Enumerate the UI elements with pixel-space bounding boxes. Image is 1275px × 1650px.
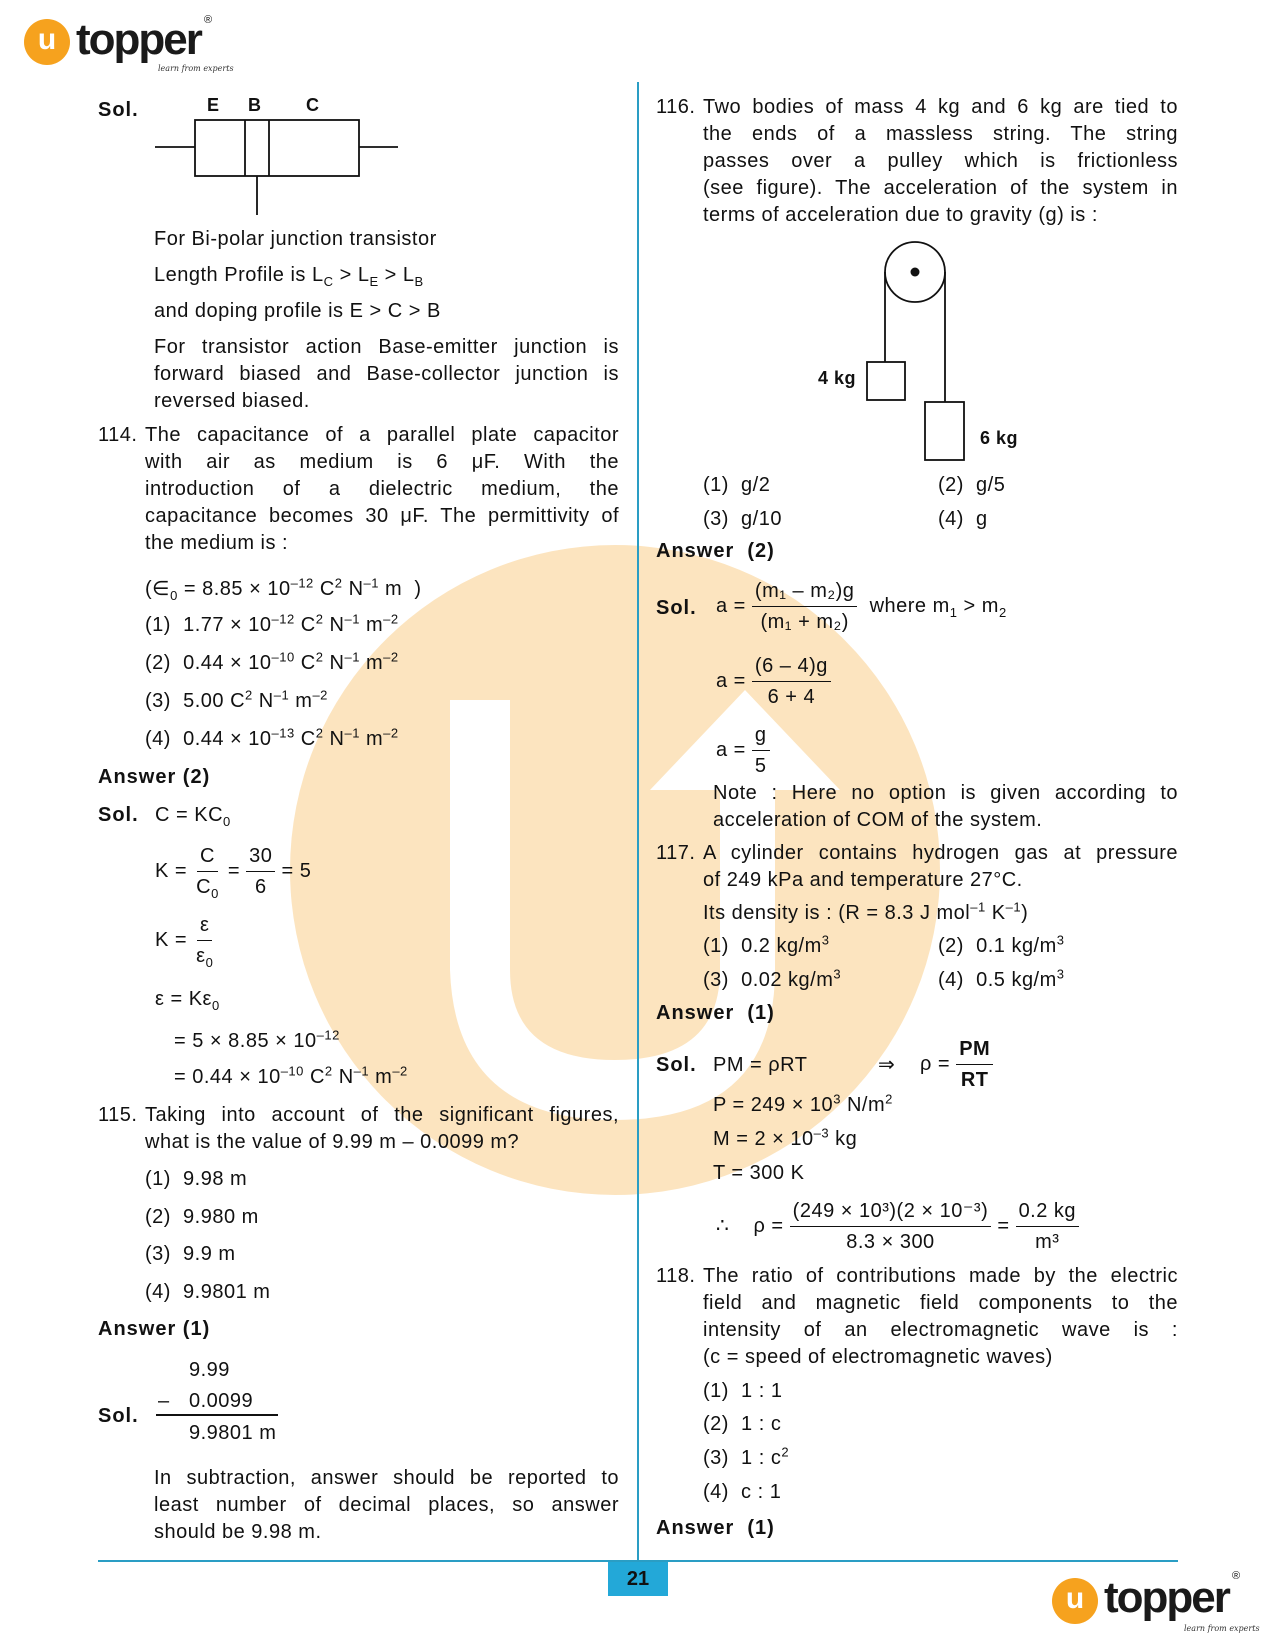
q117-t-line: T = 300 K (713, 1162, 805, 1184)
opt3-text: (3) 1 : c (703, 1447, 782, 1469)
q117-answer: Answer (1) (656, 1002, 775, 1024)
opt-mant: 5.00 (183, 690, 225, 712)
q114-sol-eq4 (155, 986, 220, 1012)
frac-num: ε (197, 912, 212, 941)
mass-4kg-label: 4 kg (818, 368, 857, 388)
q116-option-3: (3) g/10 (703, 508, 782, 530)
eq6-text: = 0.44 × 10 (174, 1066, 281, 1088)
eq3-lhs: a = (716, 738, 746, 761)
unit-n: N (252, 690, 274, 712)
frac-den: 5 (754, 755, 767, 777)
q116-line-1: Two bodies of mass 4 kg and 6 kg are tied to (703, 96, 1178, 118)
frac-den: 6 + 4 (767, 686, 816, 708)
eq6-n-exp: –1 (353, 1063, 370, 1079)
q117-option-3 (703, 967, 841, 993)
frac-num: (249 × 10³)(2 × 10⁻³) (790, 1198, 992, 1227)
q118-line-2: field and magnetic field components to the (703, 1292, 1178, 1314)
given-n-exp: –1 (363, 575, 379, 591)
eq6-exp: –10 (280, 1063, 304, 1079)
unit-m-exp: –2 (383, 725, 399, 741)
q118-option-3 (703, 1445, 789, 1471)
q115-answer: Answer (1) (98, 1318, 211, 1340)
given-close: ) (414, 578, 422, 600)
q117-line-1: A cylinder contains hydrogen gas at pressure (703, 842, 1178, 864)
q117-eq1-lhs: PM = ρRT (713, 1054, 808, 1076)
q116-sol-label: Sol. (656, 597, 697, 619)
fraction-c-over-c0 (193, 843, 222, 900)
q116-line-5: terms of acceleration due to gravity (g) is : (703, 204, 1098, 226)
length-sub-c: C (323, 274, 334, 289)
gt-2: > (384, 264, 397, 286)
unit-n-exp: –1 (344, 725, 360, 741)
q115-option-2: (2) 9.980 m (145, 1206, 259, 1228)
p-unit: N/m (840, 1094, 886, 1116)
opt-num: (4) (938, 969, 964, 991)
p-text: P = 249 × 10 (713, 1094, 834, 1116)
opt-exp: 3 (833, 966, 842, 982)
opt-num: (3) (703, 969, 729, 991)
opt-exp: 3 (1056, 966, 1065, 982)
opt-mant: 0.44 × 10 (183, 728, 272, 750)
fraction-pm-over-rt (956, 1036, 993, 1093)
q115-line-1: Taking into account of the significant figures, (145, 1104, 619, 1126)
frac-den-sub: 0 (211, 886, 219, 901)
density-exp2: –1 (1005, 899, 1022, 915)
q115-option-1: (1) 9.98 m (145, 1168, 248, 1190)
q116-number: 116. (656, 96, 696, 118)
q118-line-4: (c = speed of electromagnetic waves) (703, 1346, 1053, 1368)
q116-option-2: (2) g/5 (938, 474, 1006, 496)
opt3-exp: 2 (781, 1444, 790, 1460)
q115-explain-3: should be 9.98 m. (154, 1521, 322, 1543)
unit-m-exp: –2 (312, 687, 328, 703)
unit-n: N (323, 728, 345, 750)
opt-num: (1) (145, 614, 171, 636)
logo-circle-icon: u (24, 19, 70, 65)
frac-den: (m₁ + m₂) (760, 611, 849, 633)
frac-num: (m₁ – m₂)g (752, 578, 858, 607)
unit-c-exp: 2 (315, 725, 324, 741)
q114-sol-eq1 (155, 802, 231, 828)
eq6-c: C (303, 1066, 325, 1088)
eq6-m: m (369, 1066, 393, 1088)
q117-m-line (713, 1126, 857, 1152)
fraction-density-result (1016, 1198, 1079, 1255)
q118-option-2: (2) 1 : c (703, 1413, 782, 1435)
q117-line-2: of 249 kPa and temperature 27°C. (703, 869, 1023, 891)
q114-option-2 (145, 650, 399, 676)
opt-val: 0.1 kg/m (976, 935, 1057, 957)
q116-line-3: passes over a pulley which is frictionless (703, 150, 1178, 172)
where-sub1: 1 (949, 604, 958, 620)
q114-sol-label: Sol. (98, 804, 139, 826)
frac-den: 6 (254, 876, 267, 898)
q114-option-4 (145, 726, 399, 752)
final-equals: = (997, 1214, 1010, 1237)
q116-eq1 (716, 578, 1007, 635)
sol113-line-6: reversed biased. (154, 390, 310, 412)
q115-sol-label: Sol. (98, 1405, 139, 1427)
q116-answer: Answer (2) (656, 540, 775, 562)
density-exp1: –1 (970, 899, 986, 915)
unit-m-exp: –2 (383, 611, 399, 627)
opt-num: (4) (145, 728, 171, 750)
q114-sol-eq6 (174, 1064, 408, 1090)
frac-den: m³ (1035, 1231, 1060, 1253)
eq2-lhs: K = (155, 859, 188, 882)
given-eps: (∈ (145, 578, 171, 600)
q114-option-3 (145, 688, 328, 714)
frac-den: ε (196, 945, 206, 967)
frac-num: 0.2 kg (1016, 1198, 1079, 1227)
unit-m: m (289, 690, 313, 712)
diagram-label-c: C (306, 95, 320, 115)
q114-sol-eq5 (174, 1028, 340, 1054)
eq4-sub: 0 (211, 998, 220, 1013)
q114-line-5: the medium is : (145, 532, 289, 554)
q115-line-2: what is the value of 9.99 m – 0.0099 m? (145, 1131, 520, 1153)
unit-c-exp: 2 (315, 611, 324, 627)
final-lhs: ρ = (753, 1214, 784, 1237)
length-profile-prefix: Length Profile is L (154, 264, 324, 286)
frac-den: RT (960, 1069, 989, 1091)
footer-logo-registered: ® (1232, 1570, 1241, 1582)
eq6-n: N (332, 1066, 354, 1088)
footer-logo (1052, 1570, 1260, 1636)
opt-mant: 0.44 × 10 (183, 652, 272, 674)
q116-line-2: the ends of a massless string. The string (703, 123, 1178, 145)
column-divider (637, 82, 639, 1567)
given-c-exp: 2 (334, 575, 343, 591)
diagram-label-e: E (207, 95, 220, 115)
eq2-result: = 5 (281, 859, 312, 882)
length-sub-e: E (369, 274, 379, 289)
eq5-text: = 5 × 8.85 × 10 (174, 1030, 317, 1052)
unit-m: m (359, 614, 384, 636)
opt-exp: 3 (821, 932, 830, 948)
q117-final (716, 1198, 1079, 1255)
opt-num: (2) (938, 935, 964, 957)
page-number: 21 (608, 1562, 668, 1596)
opt-num: (1) (703, 935, 729, 957)
q118-option-4: (4) c : 1 (703, 1481, 782, 1503)
sol113-line-3: and doping profile is E > C > B (154, 300, 441, 322)
q116-eq2 (716, 653, 831, 710)
q114-option-1 (145, 612, 399, 638)
opt-num: (2) (145, 652, 171, 674)
opt-num: (3) (145, 690, 171, 712)
frac-num: 30 (246, 843, 275, 872)
q116-note-1: Note : Here no option is given according to (713, 782, 1178, 804)
unit-m: m (359, 652, 384, 674)
opt-val: 0.5 kg/m (976, 969, 1057, 991)
fraction-eps-over-eps0 (193, 912, 216, 969)
q115-number: 115. (98, 1104, 138, 1126)
frac-num: (6 – 4)g (752, 653, 831, 682)
q117-density-line (703, 900, 1028, 926)
given-n: N (342, 578, 364, 600)
density-mid: K (985, 902, 1006, 924)
where-gt: > m (957, 594, 999, 617)
q115-option-3: (3) 9.9 m (145, 1243, 236, 1265)
eq1-lhs: C = KC (155, 804, 224, 826)
rho-lhs: ρ = (920, 1052, 951, 1075)
q116-note-2: acceleration of COM of the system. (713, 809, 1043, 831)
density-pre: Its density is : (R = 8.3 J mol (703, 902, 971, 924)
eq2-lhs: a = (716, 669, 746, 692)
q114-line-4: capacitance becomes 30 μF. The permittivity of (145, 505, 619, 527)
gt-1: > (339, 264, 352, 286)
mass-6kg-label: 6 kg (980, 428, 1019, 448)
q118-number: 118. (656, 1265, 696, 1287)
density-post: ) (1021, 902, 1029, 924)
header-logo (24, 14, 234, 76)
m-exp: –3 (813, 1125, 830, 1141)
opt-val: 0.02 kg/m (741, 969, 834, 991)
eq5-exp: –12 (316, 1027, 340, 1043)
fraction-30-over-6 (246, 843, 275, 900)
given-mid: = 8.85 × 10 (177, 578, 291, 600)
q115-sub-top: 9.99 (189, 1359, 230, 1381)
p-exp: 3 (833, 1091, 841, 1107)
opt-exp: –12 (271, 611, 295, 627)
frac-num: C (197, 843, 218, 872)
unit-c: C (224, 690, 246, 712)
frac-den-sub: 0 (205, 955, 214, 970)
sol113-line-5: forward biased and Base-collector junction is (154, 363, 619, 385)
transistor-diagram (150, 115, 405, 220)
q115-sub-minus: – (158, 1390, 170, 1412)
eq1-sub: 0 (223, 814, 231, 829)
footer-logo-tagline: learn from experts (1184, 1624, 1260, 1633)
opt-exp: –13 (271, 725, 295, 741)
eq4-lhs: ε = Kε (155, 988, 212, 1010)
frac-num: g (752, 722, 770, 751)
unit-n: N (323, 652, 345, 674)
frac-num: PM (956, 1036, 993, 1065)
m-text: M = 2 × 10 (713, 1128, 814, 1150)
q116-option-4: (4) g (938, 508, 988, 530)
logo-registered: ® (204, 14, 213, 26)
q115-option-4: (4) 9.9801 m (145, 1281, 271, 1303)
unit-c: C (294, 614, 316, 636)
unit-c-exp: 2 (315, 649, 324, 665)
footer-logo-circle-icon: u (1052, 1578, 1098, 1624)
q117-eq1-arrow: ⇒ (878, 1054, 896, 1076)
q117-number: 117. (656, 842, 696, 864)
q118-line-3: intensity of an electromagnetic wave is : (703, 1319, 1178, 1341)
q117-p-line (713, 1092, 893, 1118)
sol113-line-2 (154, 262, 424, 288)
q117-eq1-rho (920, 1036, 993, 1093)
unit-c-exp: 2 (245, 687, 253, 703)
sol-label-113: Sol. (98, 99, 139, 121)
where-text: where m (869, 594, 950, 617)
frac-den: C (196, 876, 212, 898)
fraction-6-minus-4 (752, 653, 831, 710)
q115-explain-1: In subtraction, answer should be reported to (154, 1467, 619, 1489)
opt-val: 0.2 kg/m (741, 935, 822, 957)
q116-eq3 (716, 722, 770, 779)
unit-c: C (294, 728, 316, 750)
unit-n: N (323, 614, 345, 636)
eq6-m-exp: –2 (392, 1063, 408, 1079)
q117-sol-label: Sol. (656, 1054, 697, 1076)
q114-answer: Answer (2) (98, 766, 211, 788)
q114-given (145, 576, 422, 602)
q117-option-4 (938, 967, 1065, 993)
q115-sub-result: 9.9801 m (189, 1422, 277, 1444)
fraction-g-over-5 (752, 722, 770, 779)
q118-option-1: (1) 1 : 1 (703, 1380, 783, 1402)
q117-option-1 (703, 933, 830, 959)
given-m: m (379, 578, 403, 600)
opt-exp: 3 (1056, 932, 1065, 948)
therefore-symbol: ∴ (716, 1214, 730, 1237)
q118-line-1: The ratio of contributions made by the electric (703, 1265, 1178, 1287)
sol113-line-4: For transistor action Base-emitter junction is (154, 336, 619, 358)
m-unit: kg (829, 1128, 858, 1150)
q114-sol-eq2 (155, 843, 311, 900)
q116-line-4: (see figure). The acceleration of the system in (703, 177, 1178, 199)
diagram-label-b: B (248, 95, 262, 115)
q114-line-2: with air as medium is 6 μF. With the (145, 451, 619, 473)
given-sub: 0 (170, 588, 178, 603)
q114-number: 114. (98, 424, 138, 446)
given-exp: –12 (290, 575, 314, 591)
frac-den: 8.3 × 300 (846, 1231, 935, 1253)
eq6-c-exp: 2 (324, 1063, 333, 1079)
eq1-lhs: a = (716, 594, 746, 617)
l-3: L (402, 264, 415, 286)
sol113-line-1: For Bi-polar junction transistor (154, 228, 437, 250)
unit-n-exp: –1 (273, 687, 290, 703)
q116-option-1: (1) g/2 (703, 474, 771, 496)
unit-m: m (359, 728, 384, 750)
logo-wordmark: topper (76, 15, 201, 64)
eq2-equals: = (227, 859, 241, 882)
q115-explain-2: least number of decimal places, so answer (154, 1494, 619, 1516)
opt-mant: 1.77 × 10 (183, 614, 272, 636)
fraction-density-calc (790, 1198, 992, 1255)
where-sub2: 2 (998, 604, 1007, 620)
unit-c: C (294, 652, 316, 674)
given-c: C (313, 578, 335, 600)
eq3-lhs: K = (155, 928, 188, 951)
logo-tagline: learn from experts (158, 64, 234, 73)
q115-sub-second: 0.0099 (189, 1390, 254, 1412)
unit-n-exp: –1 (344, 649, 360, 665)
l-2: L (357, 264, 370, 286)
q114-sol-eq3 (155, 912, 216, 969)
q114-line-3: introduction of a dielectric medium, the (145, 478, 619, 500)
q117-option-2 (938, 933, 1065, 959)
pulley-diagram (860, 238, 980, 468)
unit-m-exp: –2 (383, 649, 399, 665)
p-unit-exp: 2 (885, 1091, 893, 1107)
unit-n-exp: –1 (344, 611, 360, 627)
opt-exp: –10 (271, 649, 295, 665)
footer-logo-wordmark: topper (1104, 1573, 1229, 1622)
q118-answer: Answer (1) (656, 1517, 775, 1539)
subtraction-rule (156, 1414, 278, 1416)
length-sub-b: B (414, 274, 424, 289)
fraction-acceleration (752, 578, 858, 635)
q114-line-1: The capacitance of a parallel plate capacitor (145, 424, 619, 446)
